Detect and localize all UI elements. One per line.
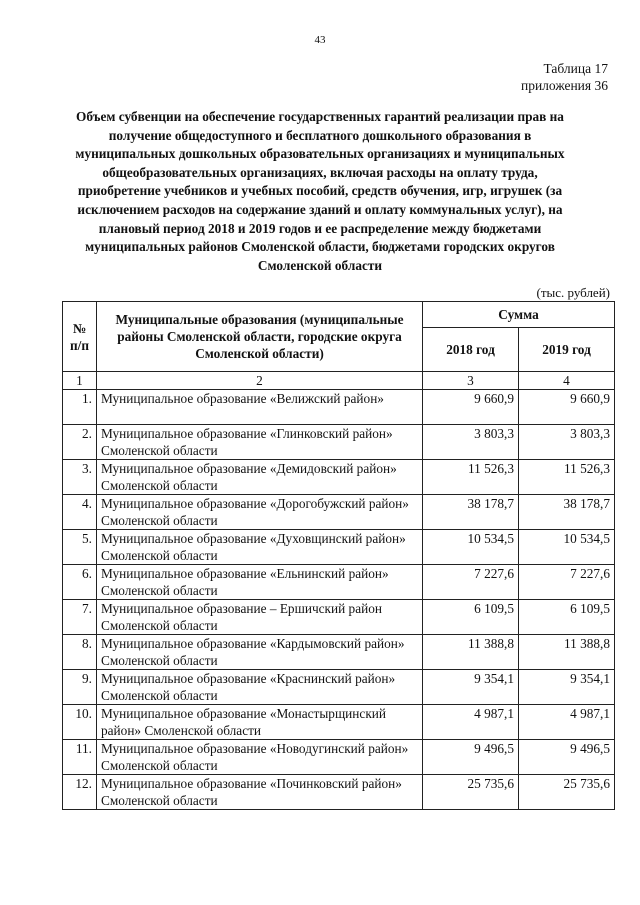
row-municipality: Муниципальное образование «Ельнинский район» Смоленской области (97, 565, 423, 600)
header-num: № п/п (63, 302, 97, 372)
row-value-2018: 11 526,3 (423, 460, 519, 495)
header-year-2018: 2018 год (423, 328, 519, 372)
column-index: 1 (63, 372, 97, 390)
row-municipality: Муниципальное образование «Монастырщинский район» Смоленской области (97, 705, 423, 740)
row-value-2019: 7 227,6 (519, 565, 615, 600)
table-row (63, 565, 615, 600)
row-value-2018: 9 660,9 (423, 390, 519, 425)
table-row (63, 460, 615, 495)
column-index: 2 (97, 372, 423, 390)
document-title: Объем субвенции на обеспечение государственных гарантий реализации прав на получение общедоступного и бесплатного дошкольного образования в муниципальных дошкольных образовательных организациях и муниципальных общеобразовательных организациях, включая расходы на оплату труда, приобретение учебников и учебных пособий, средств обучения, игр, игрушек (за исключением расходов на содержание зданий и оплату коммунальных услуг), на плановый период 2018 и 2019 годов и ее распределение между бюджетами муниципальных районов Смоленской области, бюджетами городских округов Смоленской области (75, 109, 565, 273)
table-row (63, 530, 615, 565)
header-year-2019: 2019 год (519, 328, 615, 372)
row-value-2018: 25 735,6 (423, 775, 519, 810)
table-ref-line1: Таблица 17 (543, 61, 608, 76)
table-row (63, 775, 615, 810)
table-row (63, 600, 615, 635)
column-index-row (63, 372, 615, 390)
row-number: 8. (63, 635, 97, 670)
row-number: 4. (63, 495, 97, 530)
row-value-2018: 9 354,1 (423, 670, 519, 705)
row-value-2018: 9 496,5 (423, 740, 519, 775)
table-row (63, 705, 615, 740)
row-number: 5. (63, 530, 97, 565)
row-value-2018: 38 178,7 (423, 495, 519, 530)
row-value-2019: 9 660,9 (519, 390, 615, 425)
units-label: (тыс. рублей) (536, 285, 610, 300)
row-number: 11. (63, 740, 97, 775)
table-row (63, 670, 615, 705)
row-value-2019: 38 178,7 (519, 495, 615, 530)
row-number: 1. (63, 390, 97, 425)
row-number: 10. (63, 705, 97, 740)
page-number: 43 (314, 34, 326, 46)
row-value-2018: 10 534,5 (423, 530, 519, 565)
row-municipality: Муниципальное образование «Кардымовский район» Смоленской области (97, 635, 423, 670)
row-value-2018: 11 388,8 (423, 635, 519, 670)
column-index: 4 (519, 372, 615, 390)
row-value-2019: 10 534,5 (519, 530, 615, 565)
row-municipality: Муниципальное образование «Демидовский район» Смоленской области (97, 460, 423, 495)
row-municipality: Муниципальное образование «Глинковский район» Смоленской области (97, 425, 423, 460)
row-value-2019: 4 987,1 (519, 705, 615, 740)
table-row (63, 740, 615, 775)
row-number: 3. (63, 460, 97, 495)
subsidy-table (62, 301, 615, 810)
row-number: 12. (63, 775, 97, 810)
table-row (63, 425, 615, 460)
row-value-2019: 9 354,1 (519, 670, 615, 705)
row-value-2019: 25 735,6 (519, 775, 615, 810)
row-number: 7. (63, 600, 97, 635)
row-value-2019: 11 526,3 (519, 460, 615, 495)
header-sum: Сумма (423, 302, 615, 328)
table-row (63, 635, 615, 670)
table-ref-line2: приложения 36 (520, 78, 608, 93)
table-row (63, 495, 615, 530)
row-municipality: Муниципальное образование «Краснинский район» Смоленской области (97, 670, 423, 705)
row-value-2018: 7 227,6 (423, 565, 519, 600)
row-value-2019: 6 109,5 (519, 600, 615, 635)
row-value-2018: 3 803,3 (423, 425, 519, 460)
row-number: 2. (63, 425, 97, 460)
row-municipality: Муниципальное образование «Духовщинский район» Смоленской области (97, 530, 423, 565)
row-number: 9. (63, 670, 97, 705)
row-value-2019: 11 388,8 (519, 635, 615, 670)
row-municipality: Муниципальное образование «Новодугинский район» Смоленской области (97, 740, 423, 775)
header-name: Муниципальные образования (муниципальные районы Смоленской области, городские округа Смоленской области) (97, 302, 423, 372)
row-municipality: Муниципальное образование «Дорогобужский район» Смоленской области (97, 495, 423, 530)
table-body (63, 390, 615, 810)
row-municipality: Муниципальное образование «Велижский район» (97, 390, 423, 425)
row-municipality: Муниципальное образование – Ершичский район Смоленской области (97, 600, 423, 635)
row-number: 6. (63, 565, 97, 600)
table-row (63, 390, 615, 425)
table-reference (521, 60, 608, 94)
row-value-2019: 3 803,3 (519, 425, 615, 460)
row-value-2019: 9 496,5 (519, 740, 615, 775)
column-index: 3 (423, 372, 519, 390)
row-value-2018: 6 109,5 (423, 600, 519, 635)
row-municipality: Муниципальное образование «Починковский район» Смоленской области (97, 775, 423, 810)
row-value-2018: 4 987,1 (423, 705, 519, 740)
